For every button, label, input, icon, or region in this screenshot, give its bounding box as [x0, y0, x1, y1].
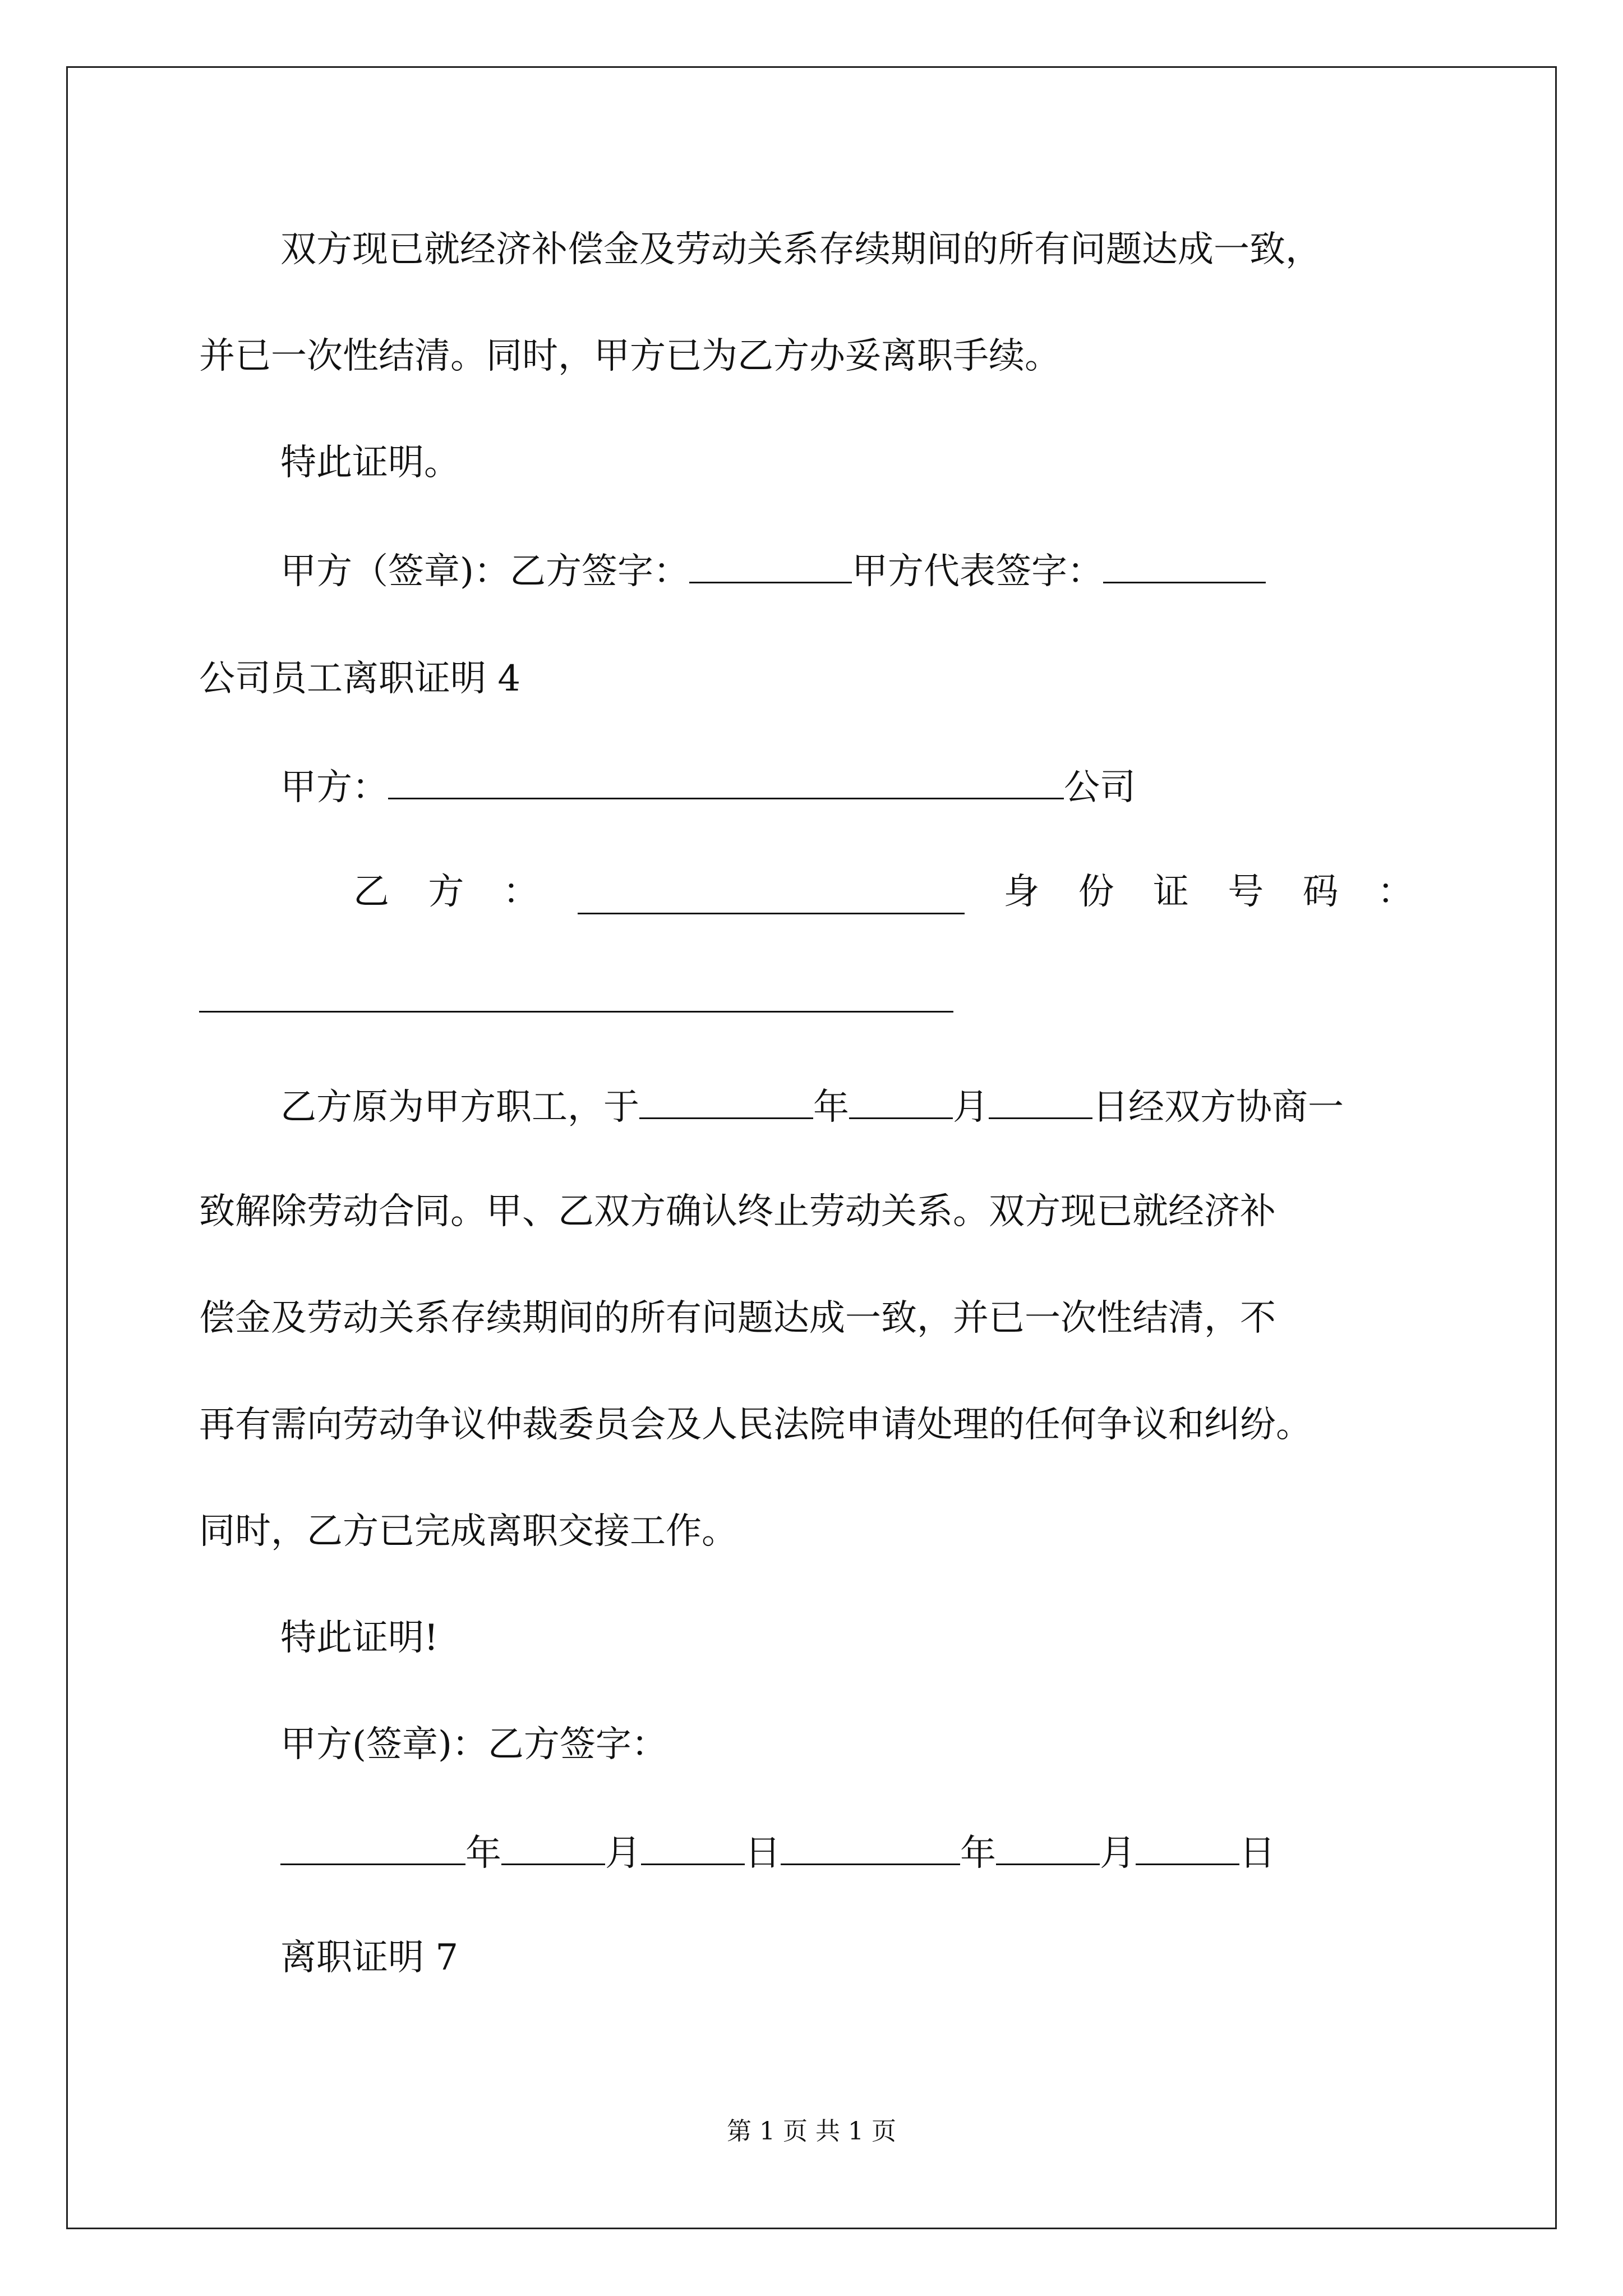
id-number-line [199, 976, 953, 1023]
year-label: 年 [813, 1087, 849, 1128]
month-label: 月 [953, 1087, 989, 1128]
month-label: 月 [1100, 1833, 1136, 1874]
party-b-name-blank[interactable] [578, 878, 965, 914]
month-blank[interactable] [849, 1083, 953, 1119]
party-b-signature-blank[interactable] [689, 547, 852, 583]
paragraph-line: 并已一次性结清。同时，甲方已为乙方办妥离职手续。 [199, 335, 1061, 377]
page-border [66, 66, 1557, 2229]
year-label: 年 [465, 1833, 501, 1874]
representative-label: 甲方代表签字： [851, 551, 1103, 592]
month-blank[interactable] [996, 1829, 1100, 1865]
day-label: 日 [745, 1833, 781, 1874]
party-b-char: ： [1377, 871, 1413, 913]
party-a-line [280, 763, 1136, 810]
year-label: 年 [960, 1833, 996, 1874]
party-b-char: 乙 [353, 871, 389, 913]
paragraph-line [280, 1083, 1344, 1130]
paragraph-line: 偿金及劳动关系存续期间的所有问题达成一致，并已一次性结清，不 [199, 1297, 1276, 1339]
day-blank[interactable] [1136, 1829, 1239, 1865]
month-blank[interactable] [501, 1829, 605, 1865]
party-b-char: 身 [1003, 871, 1040, 913]
day-blank[interactable] [989, 1083, 1092, 1119]
party-b-char: ： [502, 871, 539, 913]
party-b-char: 方 [428, 871, 464, 913]
paragraph-line: 双方现已就经济补偿金及劳动关系存续期间的所有问题达成一致， [280, 229, 1321, 270]
signature-label: 甲方(签章)：乙方签字： [280, 1724, 667, 1765]
representative-signature-blank[interactable] [1103, 547, 1266, 583]
section-title: 公司员工离职证明 4 [199, 658, 521, 700]
party-b-line [353, 869, 1413, 914]
party-a-label: 甲方： [280, 767, 388, 808]
year-blank[interactable] [280, 1829, 465, 1865]
party-b-char: 号 [1228, 871, 1264, 913]
page-footer: 第 1 页 共 1 页 [727, 2117, 896, 2146]
paragraph-line: 同时，乙方已完成离职交接工作。 [199, 1511, 737, 1552]
month-label: 月 [605, 1833, 641, 1874]
certify-text: 特此证明! [280, 1617, 439, 1659]
party-b-char: 码 [1302, 871, 1339, 913]
paragraph-line: 致解除劳动合同。甲、乙双方确认终止劳动关系。双方现已就经济补 [199, 1191, 1276, 1232]
signature-label: 甲方（签章)：乙方签字： [280, 551, 689, 592]
party-b-char: 份 [1078, 871, 1114, 913]
certify-text: 特此证明。 [280, 442, 460, 484]
paragraph-line: 再有需向劳动争议仲裁委员会及人民法院申请处理的任何争议和纠纷。 [199, 1404, 1312, 1446]
party-b-char: 证 [1152, 871, 1189, 913]
signature-line [280, 547, 1266, 594]
party-a-suffix: 公司 [1064, 767, 1136, 808]
year-blank[interactable] [639, 1083, 813, 1119]
id-number-blank[interactable] [199, 976, 953, 1013]
day-blank[interactable] [641, 1829, 745, 1865]
day-label: 日 [1239, 1833, 1275, 1874]
section-title: 离职证明 7 [280, 1937, 459, 1978]
party-a-company-blank[interactable] [388, 763, 1064, 799]
paragraph-text: 乙方原为甲方职工，于 [280, 1087, 639, 1128]
paragraph-text: 日经双方协商一 [1092, 1087, 1344, 1128]
date-line [280, 1829, 1275, 1876]
year-blank[interactable] [781, 1829, 960, 1865]
